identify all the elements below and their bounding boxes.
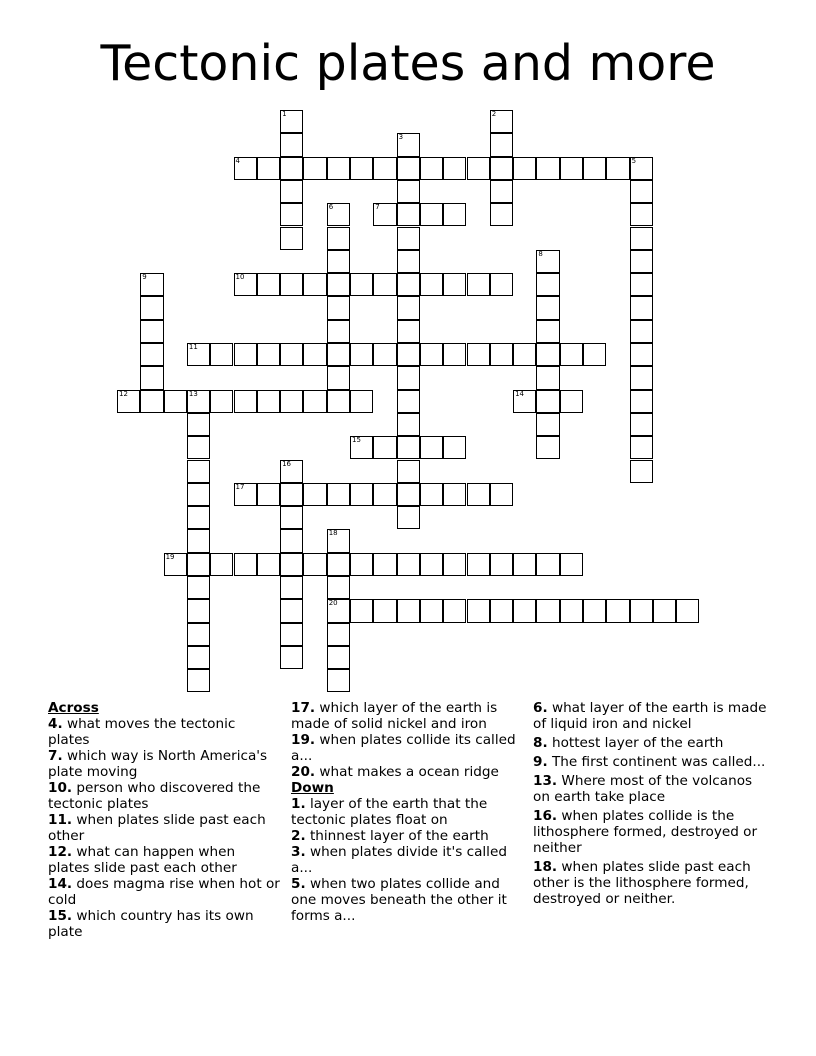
clue-number: 20. [291, 764, 316, 780]
grid-cell[interactable] [397, 506, 420, 529]
grid-cell[interactable] [327, 320, 350, 343]
grid-cell[interactable] [327, 250, 350, 273]
cell-number: 14 [515, 389, 525, 398]
clue-text: when plates collide its called a... [291, 732, 516, 764]
grid-cell[interactable] [373, 203, 396, 226]
clue-item [48, 748, 280, 780]
clue-number: 8. [533, 735, 548, 751]
grid-cell[interactable] [187, 599, 210, 622]
grid-cell[interactable] [257, 553, 280, 576]
grid-cell[interactable] [630, 250, 653, 273]
cell-number: 7 [375, 203, 380, 212]
grid-cell[interactable] [420, 436, 443, 459]
grid-cell[interactable] [536, 320, 559, 343]
grid-cell[interactable] [630, 203, 653, 226]
clue-text: when plates collide is the lithosphere formed, destroyed or neither [533, 808, 758, 856]
grid-cell[interactable] [187, 343, 210, 366]
grid-cell[interactable] [187, 390, 210, 413]
grid-cell[interactable] [210, 553, 233, 576]
clue-item [533, 773, 773, 805]
grid-cell[interactable] [513, 390, 536, 413]
grid-cell[interactable] [280, 506, 303, 529]
clue-item [48, 716, 280, 748]
clue-number: 1. [291, 796, 306, 812]
grid-cell[interactable] [397, 157, 420, 180]
grid-cell[interactable] [513, 599, 536, 622]
clue-item [48, 812, 280, 844]
grid-cell[interactable] [536, 599, 559, 622]
grid-cell[interactable] [187, 506, 210, 529]
grid-cell[interactable] [676, 599, 699, 622]
cell-number: 3 [398, 133, 404, 142]
grid-cell[interactable] [490, 180, 513, 203]
grid-cell[interactable] [280, 553, 303, 576]
grid-cell[interactable] [234, 483, 257, 506]
grid-cell[interactable] [630, 390, 653, 413]
grid-cell[interactable] [420, 599, 443, 622]
clue-number: 15. [48, 908, 73, 924]
grid-cell[interactable] [140, 273, 163, 296]
clue-number: 18. [533, 859, 558, 875]
grid-cell[interactable] [536, 250, 559, 273]
grid-cell[interactable] [280, 227, 303, 250]
grid-cell[interactable] [280, 646, 303, 669]
grid-cell[interactable] [187, 623, 210, 646]
grid-cell[interactable] [420, 483, 443, 506]
grid-cell[interactable] [210, 343, 233, 366]
grid-cell[interactable] [280, 110, 303, 133]
clue-number: 12. [48, 844, 73, 860]
grid-cell[interactable] [397, 296, 420, 319]
grid-cell[interactable] [350, 343, 373, 366]
grid-cell[interactable] [350, 273, 373, 296]
grid-cell[interactable] [187, 483, 210, 506]
grid-cell[interactable] [467, 273, 490, 296]
clue-item [291, 796, 523, 828]
grid-cell[interactable] [373, 273, 396, 296]
grid-cell[interactable] [536, 343, 559, 366]
cell-number: 15 [352, 436, 361, 445]
grid-cell[interactable] [536, 296, 559, 319]
grid-cell[interactable] [140, 320, 163, 343]
grid-cell[interactable] [536, 553, 559, 576]
grid-cell[interactable] [140, 343, 163, 366]
grid-cell[interactable] [536, 157, 559, 180]
clue-text: what moves the tectonic plates [48, 716, 236, 748]
clue-item [533, 735, 773, 751]
grid-cell[interactable] [536, 390, 559, 413]
grid-cell[interactable] [467, 553, 490, 576]
grid-cell[interactable] [327, 296, 350, 319]
grid-cell[interactable] [210, 390, 233, 413]
grid-cell[interactable] [397, 553, 420, 576]
grid-cell[interactable] [303, 390, 326, 413]
grid-cell[interactable] [327, 529, 350, 552]
grid-cell[interactable] [373, 553, 396, 576]
cell-number: 20 [328, 599, 338, 608]
grid-cell[interactable] [140, 390, 163, 413]
grid-cell[interactable] [327, 366, 350, 389]
clue-item [533, 859, 773, 907]
clue-number: 5. [291, 876, 306, 892]
grid-cell[interactable] [420, 553, 443, 576]
grid-cell[interactable] [536, 273, 559, 296]
grid-cell[interactable] [490, 599, 513, 622]
grid-cell[interactable] [630, 460, 653, 483]
clue-text: The first continent was called... [551, 754, 766, 770]
grid-cell[interactable] [280, 483, 303, 506]
cell-number: 1 [282, 110, 287, 118]
grid-cell[interactable] [443, 343, 466, 366]
grid-cell[interactable] [327, 157, 350, 180]
grid-cell[interactable] [280, 273, 303, 296]
grid-cell[interactable] [327, 343, 350, 366]
grid-cell[interactable] [397, 483, 420, 506]
grid-cell[interactable] [327, 669, 350, 692]
clue-text: Where most of the volcanos on earth take place [533, 773, 753, 805]
clue-item [291, 700, 523, 732]
grid-cell[interactable] [303, 343, 326, 366]
across-heading: Across [48, 700, 99, 716]
clue-text: when two plates collide and one moves beneath the other it forms a... [291, 876, 507, 924]
cell-number: 2 [491, 110, 497, 118]
clue-text: layer of the earth that the tectonic plates float on [291, 796, 488, 828]
cell-number: 18 [328, 529, 338, 538]
grid-cell[interactable] [280, 529, 303, 552]
grid-cell[interactable] [513, 343, 536, 366]
cell-number: 6 [328, 203, 334, 212]
cell-number: 11 [188, 343, 198, 351]
grid-cell[interactable] [583, 343, 606, 366]
grid-cell[interactable] [397, 133, 420, 156]
grid-cell[interactable] [140, 296, 163, 319]
clue-number: 16. [533, 808, 558, 824]
grid-cell[interactable] [257, 483, 280, 506]
grid-cell[interactable] [443, 483, 466, 506]
clue-text: does magma rise when hot or cold [48, 876, 280, 908]
clue-text: which way is North America's plate moving [48, 748, 268, 780]
grid-cell[interactable] [350, 390, 373, 413]
cell-number: 16 [282, 459, 292, 468]
clue-text: person who discovered the tectonic plates [48, 780, 261, 812]
grid-cell[interactable] [630, 413, 653, 436]
grid-cell[interactable] [560, 390, 583, 413]
grid-cell[interactable] [490, 110, 513, 133]
clue-item [291, 764, 523, 780]
grid-cell[interactable] [280, 343, 303, 366]
grid-cell[interactable] [234, 390, 257, 413]
grid-cell[interactable] [327, 227, 350, 250]
grid-cell[interactable] [583, 157, 606, 180]
clue-item [533, 808, 773, 856]
clue-item [291, 876, 523, 924]
grid-cell[interactable] [373, 343, 396, 366]
grid-cell[interactable] [303, 483, 326, 506]
grid-cell[interactable] [397, 320, 420, 343]
grid-cell[interactable] [187, 436, 210, 459]
clue-number: 9. [533, 754, 548, 770]
clue-number: 7. [48, 748, 63, 764]
cell-number: 8 [538, 249, 543, 258]
grid-cell[interactable] [490, 343, 513, 366]
grid-cell[interactable] [443, 203, 466, 226]
clue-item [533, 754, 773, 770]
grid-cell[interactable] [303, 553, 326, 576]
grid-cell[interactable] [234, 553, 257, 576]
grid-cell[interactable] [630, 180, 653, 203]
grid-cell[interactable] [397, 460, 420, 483]
grid-cell[interactable] [653, 599, 676, 622]
grid-cell[interactable] [280, 203, 303, 226]
grid-cell[interactable] [467, 157, 490, 180]
grid-cell[interactable] [373, 436, 396, 459]
clue-text: which country has its own plate [48, 908, 254, 940]
grid-cell[interactable] [560, 157, 583, 180]
clue-column-2 [291, 700, 523, 924]
grid-cell[interactable] [327, 483, 350, 506]
clue-text: which layer of the earth is made of solid nickel and iron [291, 700, 498, 732]
clue-item [48, 908, 280, 940]
clue-number: 19. [291, 732, 316, 748]
clue-text: when plates slide past each other is the lithosphere formed, destroyed or neither. [533, 859, 751, 907]
grid-cell[interactable] [280, 133, 303, 156]
grid-cell[interactable] [187, 529, 210, 552]
grid-cell[interactable] [536, 366, 559, 389]
grid-cell[interactable] [443, 436, 466, 459]
grid-cell[interactable] [490, 203, 513, 226]
grid-cell[interactable] [187, 669, 210, 692]
grid-cell[interactable] [443, 273, 466, 296]
grid-cell[interactable] [303, 273, 326, 296]
grid-cell[interactable] [420, 343, 443, 366]
grid-cell[interactable] [280, 157, 303, 180]
grid-cell[interactable] [327, 599, 350, 622]
grid-cell[interactable] [397, 227, 420, 250]
grid-cell[interactable] [327, 623, 350, 646]
grid-cell[interactable] [583, 599, 606, 622]
clue-number: 13. [533, 773, 558, 789]
clue-number: 10. [48, 780, 73, 796]
clue-item [291, 844, 523, 876]
grid-cell[interactable] [280, 576, 303, 599]
grid-cell[interactable] [397, 390, 420, 413]
cell-number: 13 [188, 389, 198, 398]
grid-cell[interactable] [536, 436, 559, 459]
grid-cell[interactable] [257, 390, 280, 413]
grid-cell[interactable] [280, 599, 303, 622]
grid-cell[interactable] [373, 157, 396, 180]
down-heading: Down [291, 780, 334, 796]
grid-cell[interactable] [630, 343, 653, 366]
grid-cell[interactable] [443, 553, 466, 576]
grid-cell[interactable] [467, 599, 490, 622]
grid-cell[interactable] [490, 157, 513, 180]
clue-text: what layer of the earth is made of liquid iron and nickel [533, 700, 767, 732]
clue-column-1 [48, 700, 280, 940]
cell-number: 10 [235, 273, 245, 282]
grid-cell[interactable] [187, 413, 210, 436]
grid-cell[interactable] [606, 157, 629, 180]
clue-number: 17. [291, 700, 316, 716]
clue-number: 6. [533, 700, 548, 716]
cell-number: 19 [165, 552, 175, 561]
grid-cell[interactable] [373, 599, 396, 622]
clue-number: 11. [48, 812, 73, 828]
grid-cell[interactable] [187, 576, 210, 599]
clue-text: hottest layer of the earth [551, 735, 724, 751]
grid-cell[interactable] [234, 273, 257, 296]
grid-cell[interactable] [350, 599, 373, 622]
clue-number: 14. [48, 876, 73, 892]
cell-number: 12 [119, 389, 128, 398]
grid-cell[interactable] [443, 599, 466, 622]
grid-cell[interactable] [303, 157, 326, 180]
clue-item [533, 700, 773, 732]
grid-cell[interactable] [327, 646, 350, 669]
grid-cell[interactable] [467, 483, 490, 506]
grid-cell[interactable] [630, 320, 653, 343]
grid-cell[interactable] [397, 203, 420, 226]
grid-cell[interactable] [234, 157, 257, 180]
grid-cell[interactable] [606, 599, 629, 622]
grid-cell[interactable] [280, 390, 303, 413]
clue-item [291, 732, 523, 764]
grid-cell[interactable] [490, 553, 513, 576]
grid-cell[interactable] [280, 623, 303, 646]
clue-item [291, 828, 523, 844]
grid-cell[interactable] [257, 273, 280, 296]
grid-cell[interactable] [630, 227, 653, 250]
grid-cell[interactable] [397, 343, 420, 366]
grid-cell[interactable] [560, 553, 583, 576]
grid-cell[interactable] [630, 436, 653, 459]
grid-cell[interactable] [327, 576, 350, 599]
grid-cell[interactable] [397, 599, 420, 622]
grid-cell[interactable] [350, 157, 373, 180]
puzzle-title: Tectonic plates and more [100, 35, 716, 92]
grid-cell[interactable] [397, 366, 420, 389]
grid-cell[interactable] [187, 646, 210, 669]
cell-number: 9 [142, 273, 147, 282]
clue-column-3 [533, 700, 773, 910]
grid-cell[interactable] [140, 366, 163, 389]
clue-text: what makes a ocean ridge [319, 764, 499, 780]
grid-cell[interactable] [350, 436, 373, 459]
grid-cell[interactable] [560, 599, 583, 622]
grid-cell[interactable] [536, 413, 559, 436]
clue-item [48, 844, 280, 876]
grid-cell[interactable] [397, 180, 420, 203]
grid-cell[interactable] [490, 133, 513, 156]
grid-cell[interactable] [420, 273, 443, 296]
grid-cell[interactable] [420, 157, 443, 180]
clue-number: 4. [48, 716, 63, 732]
clue-text: what can happen when plates slide past each other [48, 844, 237, 876]
grid-cell[interactable] [467, 343, 490, 366]
grid-cell[interactable] [234, 343, 257, 366]
grid-cell[interactable] [630, 157, 653, 180]
grid-cell[interactable] [630, 599, 653, 622]
grid-cell[interactable] [164, 390, 187, 413]
grid-cell[interactable] [327, 390, 350, 413]
grid-cell[interactable] [397, 273, 420, 296]
cell-number: 5 [631, 156, 637, 165]
cell-number: 4 [235, 156, 240, 165]
grid-cell[interactable] [513, 157, 536, 180]
grid-cell[interactable] [373, 483, 396, 506]
cell-number: 17 [235, 482, 245, 491]
grid-cell[interactable] [630, 366, 653, 389]
grid-cell[interactable] [257, 343, 280, 366]
clue-number: 3. [291, 844, 306, 860]
grid-cell[interactable] [280, 180, 303, 203]
clue-text: when plates divide it's called a... [291, 844, 507, 876]
grid-cell[interactable] [187, 553, 210, 576]
grid-cell[interactable] [164, 553, 187, 576]
grid-cell[interactable] [397, 250, 420, 273]
grid-cell[interactable] [327, 553, 350, 576]
grid-cell[interactable] [397, 413, 420, 436]
grid-cell[interactable] [630, 296, 653, 319]
grid-cell[interactable] [513, 553, 536, 576]
grid-cell[interactable] [443, 157, 466, 180]
grid-cell[interactable] [420, 203, 443, 226]
grid-cell[interactable] [490, 483, 513, 506]
clue-item [48, 780, 280, 812]
grid-cell[interactable] [350, 483, 373, 506]
grid-cell[interactable] [630, 273, 653, 296]
grid-cell[interactable] [560, 343, 583, 366]
grid-cell[interactable] [257, 157, 280, 180]
grid-cell[interactable] [280, 460, 303, 483]
grid-cell[interactable] [327, 273, 350, 296]
grid-cell[interactable] [327, 203, 350, 226]
clue-text: when plates slide past each other [48, 812, 266, 844]
grid-cell[interactable] [490, 273, 513, 296]
grid-cell[interactable] [397, 436, 420, 459]
grid-cell[interactable] [350, 553, 373, 576]
clue-item [48, 876, 280, 908]
clue-number: 2. [291, 828, 306, 844]
clue-text: thinnest layer of the earth [309, 828, 489, 844]
grid-cell[interactable] [117, 390, 140, 413]
grid-cell[interactable] [187, 460, 210, 483]
